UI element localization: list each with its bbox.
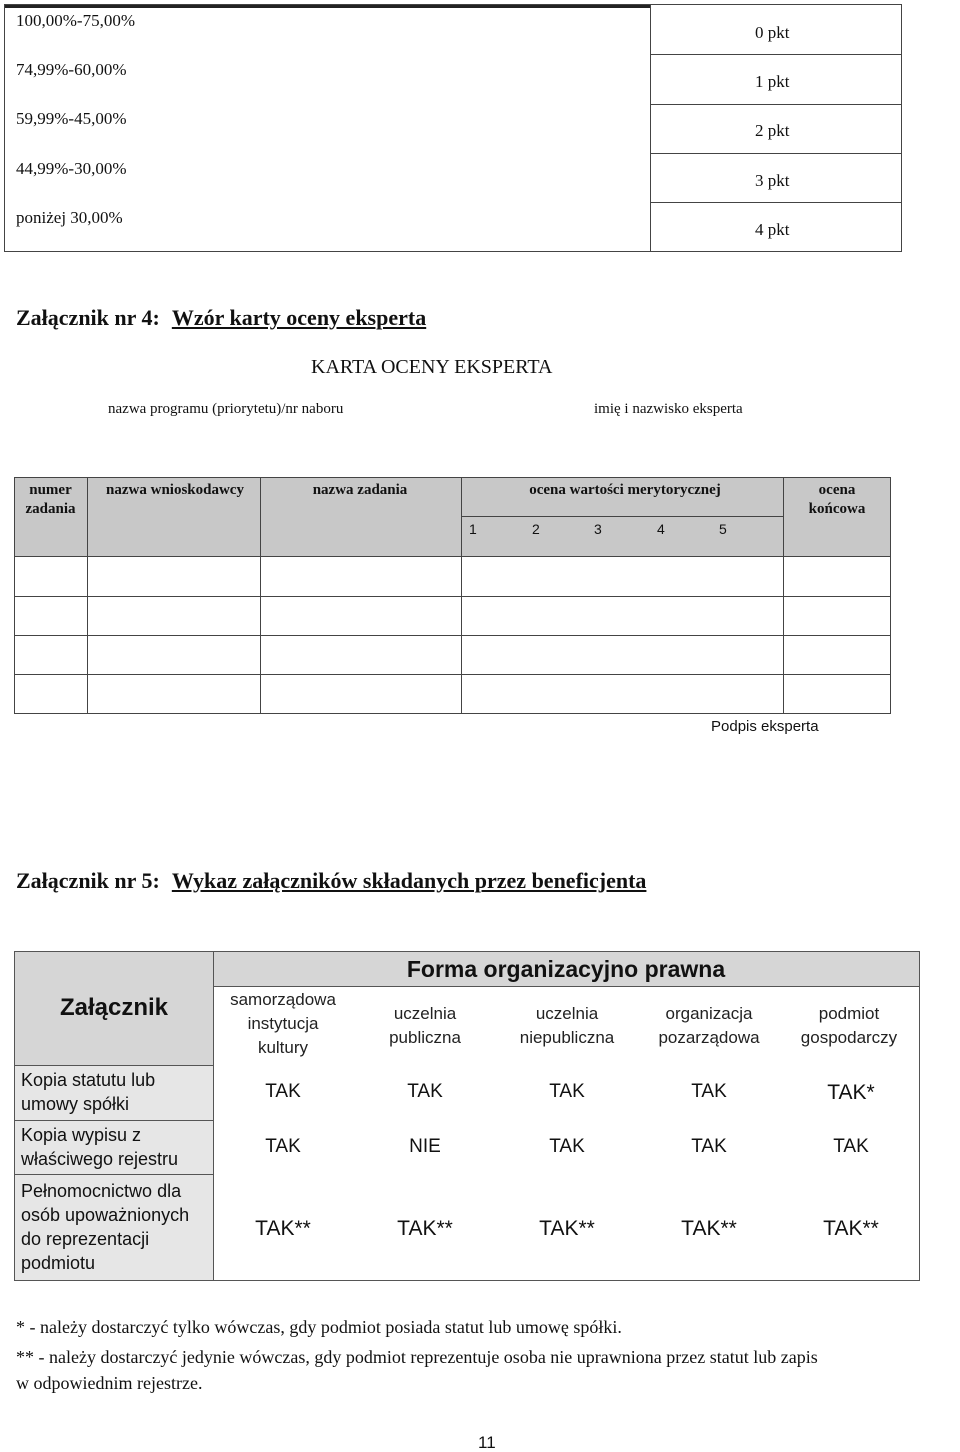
header-final: ocena końcowa — [808, 482, 866, 517]
footnote-single-asterisk: * - należy dostarczyć tylko wówczas, gdy podmiot posiada statut lub umowę spółki. — [16, 1317, 622, 1337]
range-label: poniżej 30,00% — [16, 208, 123, 227]
header-task-number: numer zadania — [25, 482, 76, 517]
program-label: nazwa programu (priorytetu)/nr naboru — [108, 401, 344, 417]
range-label: 100,00%-75,00% — [16, 11, 135, 30]
table-cell: TAK** — [255, 1217, 311, 1240]
footnote-double-asterisk: ** - należy dostarczyć jedynie wówczas, gdy podmiot reprezentuje osoba nie uprawniona przez statut lub zapis — [16, 1347, 818, 1367]
footnote-double-asterisk-continued: w odpowiednim rejestrze. — [16, 1373, 203, 1393]
merit-scale-value: 4 — [657, 521, 665, 537]
points-label: 4 pkt — [755, 220, 790, 239]
table-cell: TAK — [691, 1081, 727, 1102]
header-task-name: nazwa zadania — [312, 482, 408, 498]
corner-label: Załącznik — [59, 994, 169, 1021]
scoring-table — [4, 4, 902, 252]
row-divider — [650, 104, 901, 105]
row-label: Kopia statutu lub umowy spółki — [21, 1070, 156, 1114]
expert-name-label: imię i nazwisko eksperta — [594, 401, 743, 417]
column-header: uczelnia publiczna — [389, 1004, 461, 1047]
table-cell: TAK — [549, 1136, 585, 1157]
table-cell: TAK — [691, 1136, 727, 1157]
column-header: uczelnia niepubliczna — [519, 1004, 615, 1047]
annex5-title: Wykaz załączników składanych przez beneficjenta — [171, 868, 647, 893]
points-label: 1 pkt — [755, 72, 790, 91]
table-cell: TAK — [265, 1081, 301, 1102]
header-applicant: nazwa wnioskodawcy — [106, 482, 244, 498]
points-label: 3 pkt — [755, 171, 790, 190]
merit-scale-value: 5 — [719, 521, 727, 537]
row-divider — [15, 1120, 213, 1121]
table-cell: TAK* — [827, 1081, 875, 1104]
table-cell: TAK — [549, 1081, 585, 1102]
row-divider — [15, 1065, 213, 1066]
range-label: 74,99%-60,00% — [16, 60, 127, 79]
range-label: 44,99%-30,00% — [16, 159, 127, 178]
group-header: Forma organizacyjno prawna — [406, 956, 726, 982]
column-divider — [650, 5, 651, 251]
merit-scale-value: 1 — [469, 521, 477, 537]
header-merit: ocena wartości merytorycznej — [529, 482, 721, 498]
row-label: Kopia wypisu z właściwego rejestru — [21, 1125, 179, 1169]
column-header: samorządowa instytucja kultury — [230, 990, 336, 1057]
card-title: KARTA OCENY EKSPERTA — [311, 356, 553, 378]
range-label: 59,99%-45,00% — [16, 109, 127, 128]
row-divider — [650, 54, 901, 55]
table-row — [14, 596, 891, 597]
table-row — [14, 674, 891, 675]
table-cell: TAK** — [823, 1217, 879, 1240]
table-cell: TAK — [833, 1136, 869, 1157]
row-divider — [650, 153, 901, 154]
annex4-heading — [16, 305, 426, 331]
table-border — [5, 5, 650, 8]
annex4-prefix: Załącznik nr 4: — [16, 305, 160, 330]
attachments-table — [14, 951, 920, 1281]
points-label: 0 pkt — [755, 23, 790, 42]
annex5-prefix: Załącznik nr 5: — [16, 868, 160, 893]
table-cell: TAK — [407, 1081, 443, 1102]
expert-card-table — [14, 477, 891, 714]
table-cell: TAK** — [681, 1217, 737, 1240]
page-number: 11 — [478, 1433, 496, 1452]
table-cell: TAK** — [397, 1217, 453, 1240]
points-label: 2 pkt — [755, 121, 790, 140]
column-header: organizacja pozarządowa — [658, 1004, 760, 1047]
table-cell: NIE — [409, 1136, 441, 1157]
table-row — [14, 635, 891, 636]
table-cell: TAK — [265, 1136, 301, 1157]
table-cell: TAK** — [539, 1217, 595, 1240]
merit-subdivider — [461, 516, 783, 517]
row-label: Pełnomocnictwo dla osób upoważnionych do reprezentacji podmiotu — [21, 1181, 190, 1273]
row-divider — [15, 1174, 213, 1175]
annex4-title: Wzór karty oceny eksperta — [171, 305, 427, 330]
signature-label: Podpis eksperta — [711, 718, 819, 735]
merit-scale-value: 3 — [594, 521, 602, 537]
row-divider — [213, 986, 919, 987]
row-divider — [650, 202, 901, 203]
annex5-heading — [16, 868, 646, 894]
column-header: podmiot gospodarczy — [800, 1004, 898, 1047]
merit-scale-value: 2 — [532, 521, 540, 537]
